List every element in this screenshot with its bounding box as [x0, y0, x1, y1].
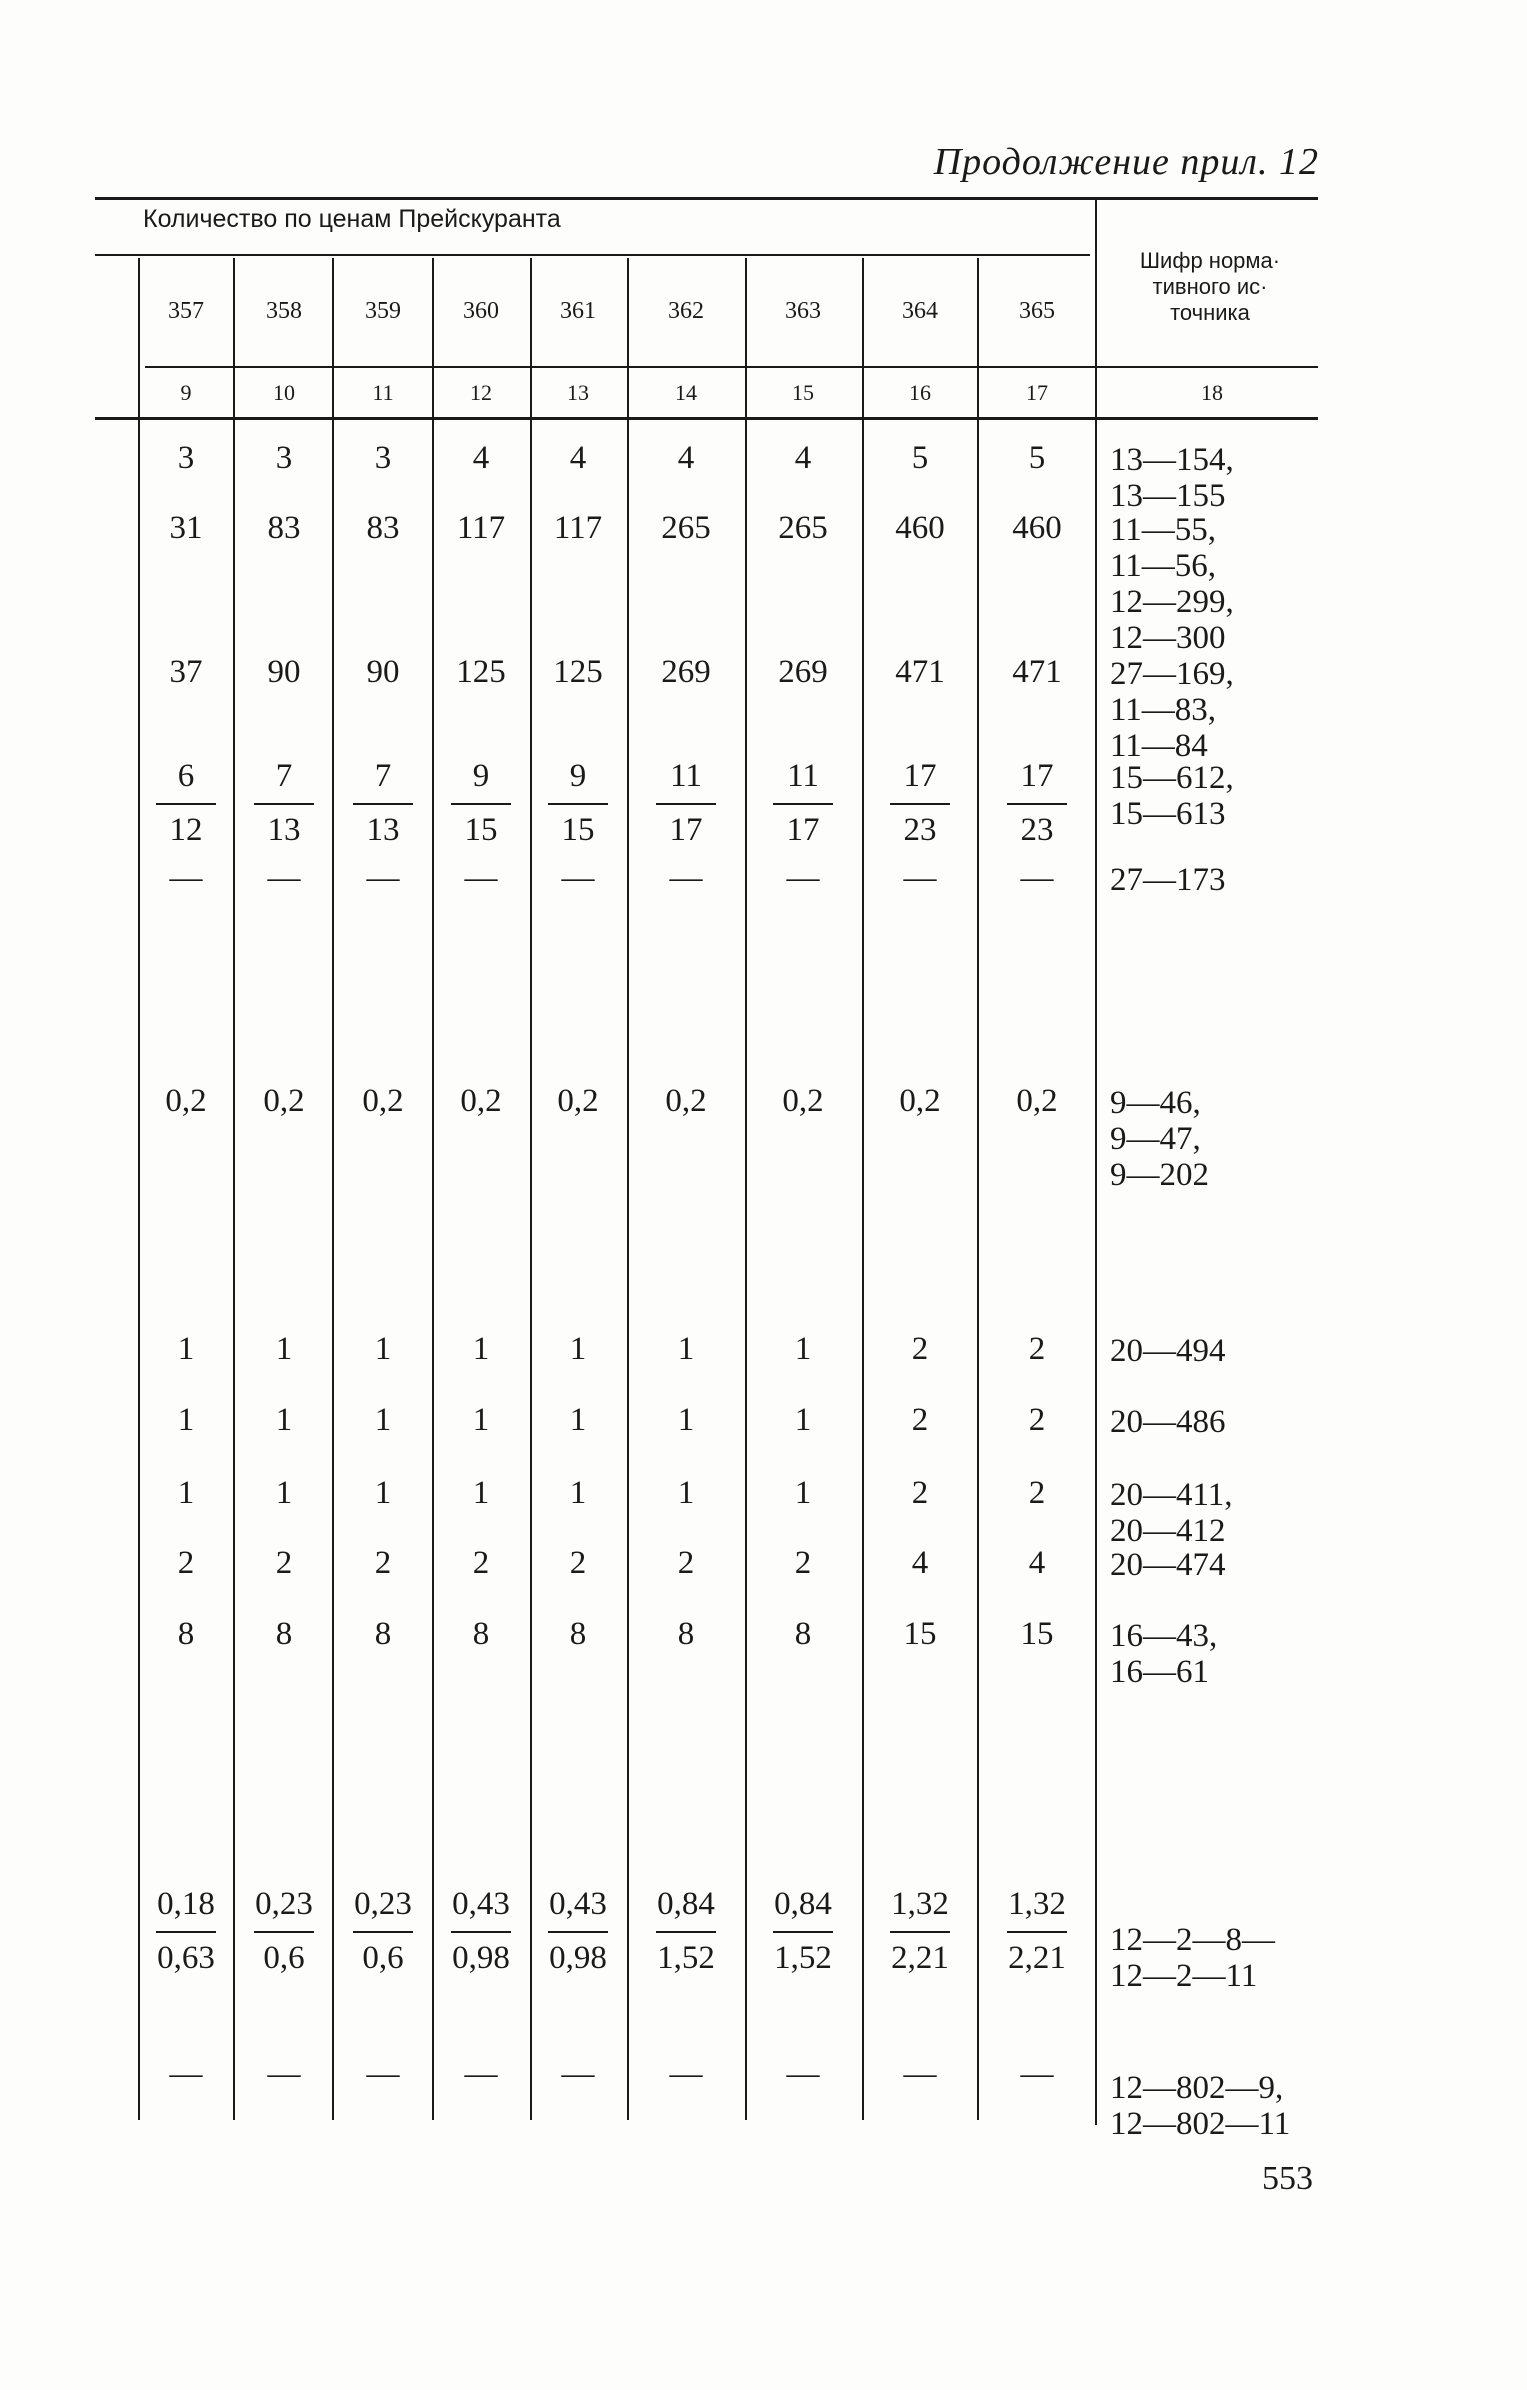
column-code: 359	[365, 298, 401, 324]
table-cell: 1	[677, 1331, 695, 1367]
table-cell: 1	[177, 1402, 195, 1438]
fraction-bar	[890, 803, 950, 805]
table-cell: 1	[569, 1402, 587, 1438]
column-divider	[745, 258, 747, 2120]
table-cell: 2	[677, 1545, 695, 1581]
fraction-numerator: 11	[670, 758, 702, 794]
source-cell	[1110, 656, 1234, 764]
fraction-numerator: 7	[374, 758, 392, 794]
column-code: 358	[266, 298, 302, 324]
table-cell: —	[169, 860, 203, 896]
source-header-line: Шифр норма·	[1139, 248, 1281, 273]
column-index: 15	[792, 380, 814, 405]
table-cell: 15	[903, 1616, 937, 1652]
table-cell: 0,2	[782, 1083, 824, 1119]
column-index: 10	[273, 380, 295, 405]
table-cell: —	[366, 2056, 400, 2092]
table-cell: 460	[1012, 510, 1062, 546]
table-cell: —	[903, 2056, 937, 2092]
table-cell: 8	[569, 1616, 587, 1652]
table-cell: 8	[275, 1616, 293, 1652]
fraction-bar	[156, 803, 216, 805]
table-cell: 4	[1028, 1545, 1046, 1581]
header-bottom-rule	[95, 417, 1318, 420]
fraction-denominator: 23	[903, 812, 937, 848]
table-cell: 8	[794, 1616, 812, 1652]
source-header	[1105, 248, 1315, 326]
source-line: 27—169,	[1110, 656, 1234, 692]
source-line: 12—802—9,	[1110, 2070, 1284, 2106]
table-cell: 265	[778, 510, 828, 546]
source-cell	[1110, 512, 1234, 656]
fraction-bar	[890, 1931, 950, 1933]
source-line: 15—613	[1110, 796, 1226, 832]
fraction-denominator: 1,52	[774, 1940, 832, 1976]
table-cell: 1	[677, 1475, 695, 1511]
table-cell: 2	[1028, 1402, 1046, 1438]
fraction-bar	[353, 1931, 413, 1933]
table-cell: 8	[374, 1616, 392, 1652]
group-rule	[95, 254, 1090, 256]
table-cell: —	[561, 860, 595, 896]
table-cell: 0,2	[665, 1083, 707, 1119]
table-cell: 0,2	[557, 1083, 599, 1119]
column-code: 361	[560, 298, 596, 324]
table-cell: 1	[794, 1331, 812, 1367]
table-cell: —	[1020, 2056, 1054, 2092]
table-cell: —	[561, 2056, 595, 2092]
table-cell: 1	[472, 1402, 490, 1438]
table-cell: 1	[177, 1475, 195, 1511]
column-divider	[332, 258, 334, 2120]
fraction-denominator: 0,6	[263, 1940, 305, 1976]
source-cell	[1110, 1922, 1275, 1994]
source-cell	[1110, 1547, 1226, 1583]
fraction-bar	[451, 803, 511, 805]
fraction-numerator: 1,32	[891, 1886, 949, 1922]
column-code: 357	[168, 298, 204, 324]
source-line: 20—412	[1110, 1513, 1226, 1549]
table-cell: —	[169, 2056, 203, 2092]
column-index: 9	[180, 380, 192, 405]
fraction-bar	[451, 1931, 511, 1933]
column-index: 13	[567, 380, 589, 405]
table-cell: 1	[275, 1331, 293, 1367]
fraction-denominator: 2,21	[891, 1940, 949, 1976]
column-index: 14	[675, 380, 697, 405]
fraction-numerator: 6	[177, 758, 195, 794]
source-cell	[1110, 760, 1234, 832]
source-line: 12—802—11	[1110, 2106, 1291, 2142]
table-cell: 265	[661, 510, 711, 546]
fraction-bar	[353, 803, 413, 805]
column-code: 363	[785, 298, 821, 324]
source-header-line: тивного ис·	[1152, 274, 1268, 299]
table-cell: 1	[569, 1475, 587, 1511]
table-cell: 5	[1028, 440, 1046, 476]
table-cell: 471	[1012, 654, 1062, 690]
column-code: 360	[463, 298, 499, 324]
fraction-numerator: 1,32	[1008, 1886, 1066, 1922]
source-line: 20—486	[1110, 1404, 1226, 1440]
source-line: 11—84	[1110, 728, 1208, 764]
table-cell: 1	[794, 1402, 812, 1438]
fraction-numerator: 7	[275, 758, 293, 794]
page-title: Продолжение прил. 12	[933, 141, 1319, 183]
column-divider	[977, 258, 979, 2120]
table-cell: 1	[794, 1475, 812, 1511]
table-cell: 3	[374, 440, 392, 476]
source-cell	[1110, 442, 1234, 514]
source-line: 9—46,	[1110, 1085, 1201, 1121]
table-cell: 37	[169, 654, 203, 690]
source-line: 12—299,	[1110, 584, 1234, 620]
table-cell: 1	[374, 1475, 392, 1511]
table-cell: 0,2	[899, 1083, 941, 1119]
table-cell: —	[464, 2056, 498, 2092]
source-line: 20—474	[1110, 1547, 1226, 1583]
fraction-bar	[773, 803, 833, 805]
table-cell: 117	[456, 510, 506, 546]
fraction-numerator: 0,84	[774, 1886, 832, 1922]
source-line: 12—2—8—	[1110, 1922, 1275, 1958]
table-cell: 269	[778, 654, 828, 690]
table-cell: 8	[677, 1616, 695, 1652]
column-code: 365	[1019, 298, 1055, 324]
source-cell	[1110, 862, 1226, 898]
table-cell: 117	[553, 510, 603, 546]
table-cell: —	[786, 860, 820, 896]
table-cell: 1	[374, 1331, 392, 1367]
source-line: 11—83,	[1110, 692, 1217, 728]
column-index: 16	[909, 380, 931, 405]
source-line: 13—154,	[1110, 442, 1234, 478]
table-cell: 83	[366, 510, 400, 546]
column-index: 11	[372, 380, 394, 405]
source-cell	[1110, 1404, 1226, 1440]
fraction-denominator: 17	[786, 812, 820, 848]
fraction-bar	[656, 1931, 716, 1933]
fraction-denominator: 13	[366, 812, 400, 848]
fraction-denominator: 13	[267, 812, 301, 848]
table-cell: 15	[1020, 1616, 1054, 1652]
fraction-numerator: 17	[1020, 758, 1054, 794]
fraction-numerator: 9	[472, 758, 490, 794]
table-cell: 1	[677, 1402, 695, 1438]
table-cell: —	[267, 2056, 301, 2092]
table-cell: —	[464, 860, 498, 896]
fraction-denominator: 0,98	[549, 1940, 607, 1976]
table-cell: 83	[267, 510, 301, 546]
table-cell: 125	[456, 654, 506, 690]
table-cell: 2	[1028, 1331, 1046, 1367]
source-line: 16—43,	[1110, 1618, 1218, 1654]
fraction-bar	[1007, 803, 1067, 805]
table-cell: 0,2	[1016, 1083, 1058, 1119]
column-index: 12	[470, 380, 492, 405]
column-divider	[862, 258, 864, 2120]
fraction-denominator: 0,6	[362, 1940, 404, 1976]
fraction-bar	[254, 1931, 314, 1933]
table-cell: —	[786, 2056, 820, 2092]
table-cell: 2	[1028, 1475, 1046, 1511]
fraction-numerator: 0,23	[255, 1886, 313, 1922]
table-cell: 269	[661, 654, 711, 690]
table-cell: 1	[472, 1331, 490, 1367]
table-cell: 31	[169, 510, 203, 546]
table-cell: —	[1020, 860, 1054, 896]
table-cell: 460	[895, 510, 945, 546]
fraction-bar	[156, 1931, 216, 1933]
table-cell: 2	[569, 1545, 587, 1581]
table-cell: 471	[895, 654, 945, 690]
fraction-denominator: 2,21	[1008, 1940, 1066, 1976]
table-cell: 2	[177, 1545, 195, 1581]
fraction-denominator: 0,63	[157, 1940, 215, 1976]
table-cell: 4	[569, 440, 587, 476]
source-line: 12—300	[1110, 620, 1226, 656]
table-cell: 0,2	[460, 1083, 502, 1119]
table-cell: 1	[569, 1331, 587, 1367]
source-line: 16—61	[1110, 1654, 1209, 1690]
fraction-denominator: 23	[1020, 812, 1054, 848]
table-cell: 1	[374, 1402, 392, 1438]
table-cell: —	[267, 860, 301, 896]
table-cell: —	[669, 2056, 703, 2092]
table-cell: 2	[911, 1475, 929, 1511]
source-cell	[1110, 1085, 1209, 1193]
source-cell	[1110, 1618, 1217, 1690]
table-cell: 90	[267, 654, 301, 690]
source-line: 9—202	[1110, 1157, 1209, 1193]
table-cell: 2	[911, 1402, 929, 1438]
source-line: 20—494	[1110, 1333, 1226, 1369]
fraction-numerator: 0,23	[354, 1886, 412, 1922]
table-cell: 5	[911, 440, 929, 476]
fraction-denominator: 1,52	[657, 1940, 715, 1976]
source-header-line: точника	[1170, 300, 1250, 325]
fraction-denominator: 15	[464, 812, 498, 848]
fraction-denominator: 17	[669, 812, 703, 848]
table-cell: 0,2	[362, 1083, 404, 1119]
table-cell: 4	[794, 440, 812, 476]
source-line: 9—47,	[1110, 1121, 1201, 1157]
fraction-denominator: 0,98	[452, 1940, 510, 1976]
top-rule	[95, 197, 1318, 200]
table-cell: 0,2	[165, 1083, 207, 1119]
table-cell: 0,2	[263, 1083, 305, 1119]
source-cell	[1110, 2070, 1290, 2142]
fraction-numerator: 0,18	[157, 1886, 215, 1922]
table-cell: 2	[374, 1545, 392, 1581]
table-cell: 4	[911, 1545, 929, 1581]
column-divider	[627, 258, 629, 2120]
source-cell	[1110, 1477, 1233, 1549]
table-cell: 4	[472, 440, 490, 476]
source-line: 20—411,	[1110, 1477, 1233, 1513]
column-divider	[1095, 200, 1097, 2125]
source-line: 11—55,	[1110, 512, 1217, 548]
fraction-bar	[548, 803, 608, 805]
page-number: 553	[1262, 2160, 1313, 2197]
fraction-numerator: 0,84	[657, 1886, 715, 1922]
source-index: 18	[1201, 380, 1223, 405]
table-cell: 2	[472, 1545, 490, 1581]
column-index: 17	[1026, 380, 1048, 405]
fraction-denominator: 15	[561, 812, 595, 848]
table-cell: 1	[275, 1475, 293, 1511]
source-line: 12—2—11	[1110, 1958, 1258, 1994]
table-cell: 1	[177, 1331, 195, 1367]
table-cell: 2	[794, 1545, 812, 1581]
table-cell: 3	[275, 440, 293, 476]
fraction-bar	[254, 803, 314, 805]
table-cell: —	[366, 860, 400, 896]
fraction-bar	[1007, 1931, 1067, 1933]
codes-rule	[145, 366, 1318, 368]
source-line: 27—173	[1110, 862, 1226, 898]
table-cell: 90	[366, 654, 400, 690]
table-cell: 4	[677, 440, 695, 476]
table-cell: 1	[275, 1402, 293, 1438]
fraction-numerator: 0,43	[452, 1886, 510, 1922]
column-code: 362	[668, 298, 704, 324]
table-cell: 3	[177, 440, 195, 476]
fraction-numerator: 17	[903, 758, 937, 794]
fraction-numerator: 9	[569, 758, 587, 794]
source-line: 13—155	[1110, 478, 1226, 514]
table-cell: 8	[177, 1616, 195, 1652]
fraction-numerator: 0,43	[549, 1886, 607, 1922]
table-cell: 2	[275, 1545, 293, 1581]
table-cell: 125	[553, 654, 603, 690]
table-cell: 1	[472, 1475, 490, 1511]
fraction-numerator: 11	[787, 758, 819, 794]
table-cell: 2	[911, 1331, 929, 1367]
column-code: 364	[902, 298, 938, 324]
table-cell: —	[669, 860, 703, 896]
fraction-bar	[656, 803, 716, 805]
source-line: 15—612,	[1110, 760, 1234, 796]
table-cell: —	[903, 860, 937, 896]
source-cell	[1110, 1333, 1226, 1369]
table-cell: 8	[472, 1616, 490, 1652]
fraction-bar	[548, 1931, 608, 1933]
fraction-bar	[773, 1931, 833, 1933]
fraction-denominator: 12	[169, 812, 203, 848]
source-line: 11—56,	[1110, 548, 1217, 584]
group-label: Количество по ценам Прейскуранта	[143, 205, 561, 233]
